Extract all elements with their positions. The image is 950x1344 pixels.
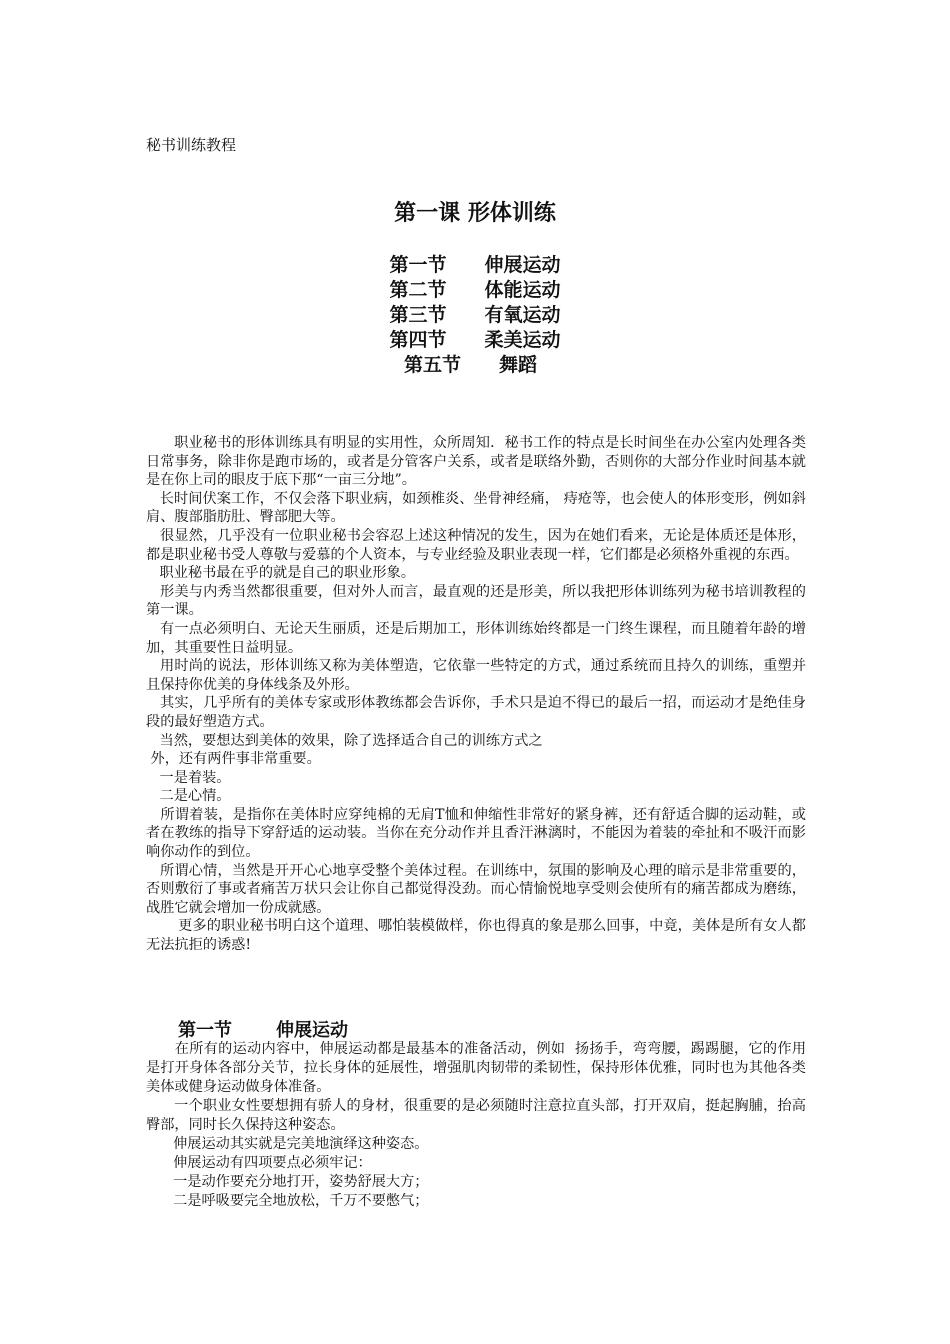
toc-item: [0, 328, 950, 353]
toc-section-number: 第三节: [389, 304, 447, 326]
toc-section-number: 第四节: [389, 329, 447, 351]
table-of-contents: [0, 253, 950, 378]
paragraph: 很显然，几乎没有一位职业秘书会容忍上述这种情况的发生，因为在她们看来，无论是体质还是体形，都是职业秘书受人尊敬与爱慕的个人资本，与专业经验及职业表现一样，它们都是必须格外重视的东西。: [146, 527, 806, 563]
toc-section-number: 第五节: [404, 354, 462, 376]
toc-item: [0, 353, 950, 378]
toc-section-name: 伸展运动: [484, 254, 561, 276]
paragraph: 有一点必须明白、无论天生丽质，还是后期加工，形体训练始终都是一门终生课程，而且随着年龄的增加，其重要性日益明显。: [146, 620, 806, 656]
paragraph: 一是动作要充分地打开，姿势舒展大方；: [146, 1174, 429, 1190]
paragraph: 伸展运动其实就是完美地演绎这种姿态。: [146, 1136, 429, 1152]
toc-section-number: 第二节: [389, 279, 447, 301]
paragraph: 所谓着装，是指你在美体时应穿纯棉的无肩T恤和伸缩性非常好的紧身裤，还有舒适合脚的运动鞋，或者在教练的指导下穿舒适的运动装。当你在充分动作并且香汗淋漓时，不能因为着装的牵扯和不吸汗而影响你动作的到位。: [146, 806, 806, 861]
paragraph: 二是心情。: [146, 788, 231, 805]
toc-section-name: 体能运动: [484, 279, 561, 301]
toc-section-name: 舞蹈: [499, 354, 538, 376]
paragraph: 外，还有两件事非常重要。: [146, 751, 321, 768]
paragraph: 伸展运动有四项要点必须牢记：: [146, 1155, 372, 1171]
toc-section-number: 第一节: [389, 254, 447, 276]
section-text: [146, 1040, 806, 1211]
toc-item: [0, 253, 950, 278]
paragraph: 用时尚的说法，形体训练又称为美体塑造，它依靠一些特定的方式，通过系统而且持久的训练，重塑并且保持你优美的身体线条及外形。: [146, 658, 806, 693]
paragraph: 二是呼吸要完全地放松，千万不要憋气；: [146, 1193, 429, 1209]
paragraph: 在所有的运动内容中，伸展运动都是最基本的准备活动，例如 扬扬手，弯弯腰，踢踢腿，它的作用是打开身体各部分关节，拉长身体的延展性，增强肌肉韧带的柔韧性，保持形体优雅，同时也为其他各类美体或健身运动做身体准备。: [146, 1041, 807, 1095]
toc-item: [0, 278, 950, 303]
toc-item: [0, 303, 950, 328]
lesson-title: 第一课 形体训练: [394, 201, 556, 226]
paragraph: 一个职业女性要想拥有骄人的身材，很重要的是必须随时注意拉直头部，打开双肩，挺起胸脯，抬高臀部，同时长久保持这种姿态。: [146, 1098, 806, 1133]
paragraph: 职业秘书最在乎的就是自己的职业形象。: [146, 565, 415, 582]
toc-section-name: 柔美运动: [484, 329, 561, 351]
section-name: 伸展运动: [276, 1020, 348, 1041]
paragraph: 其实，几乎所有的美体专家或形体教练都会告诉你，手术只是迫不得已的最后一招，而运动才是绝佳身段的最好塑造方式。: [146, 695, 806, 730]
running-header: 秘书训练教程: [146, 136, 237, 154]
paragraph: 长时间伏案工作，不仅会落下职业病，如颈椎炎、坐骨神经痛， 痔疮等，也会使人的体形变形，例如斜肩、腹部脂肪肚、臀部肥大等。: [146, 490, 806, 526]
paragraph: 更多的职业秘书明白这个道理、哪怕装模做样，你也得真的象是那么回事，中竟，美体是所有女人都无法抗拒的诱惑!: [146, 918, 806, 954]
toc-section-name: 有氧运动: [484, 304, 561, 326]
section-heading: [178, 1016, 348, 1042]
intro-text: [146, 434, 816, 955]
paragraph: 所谓心情，当然是开开心心地享受整个美体过程。在训练中，氛围的影响及心理的暗示是非常重要的， 否则敷衍了事或者痛苦万状只会让你自己都觉得没劲。而心情愉悦地享受则会使所有的痛苦都成为磨练，战胜它就会增加一份成就感。: [146, 862, 816, 916]
paragraph: 一是着装。: [146, 769, 231, 786]
paragraph: 形美与内秀当然都很重要，但对外人而言，最直观的还是形美，所以我把形体训练列为秘书培训教程的第一课。: [146, 583, 806, 619]
paragraph: 当然，要想达到美体的效果，除了选择适合自己的训练方式之: [146, 732, 543, 749]
section-number: 第一节: [178, 1020, 232, 1041]
paragraph: 职业秘书的形体训练具有明显的实用性，众所周知．秘书工作的特点是长时间坐在办公室内处理各类日常事务，除非你是跑市场的，或者是分管客户关系，或者是联络外勤，否则你的大部分作业时间基本就是在你上司的眼皮于底下那“一亩三分地”。: [146, 435, 806, 489]
